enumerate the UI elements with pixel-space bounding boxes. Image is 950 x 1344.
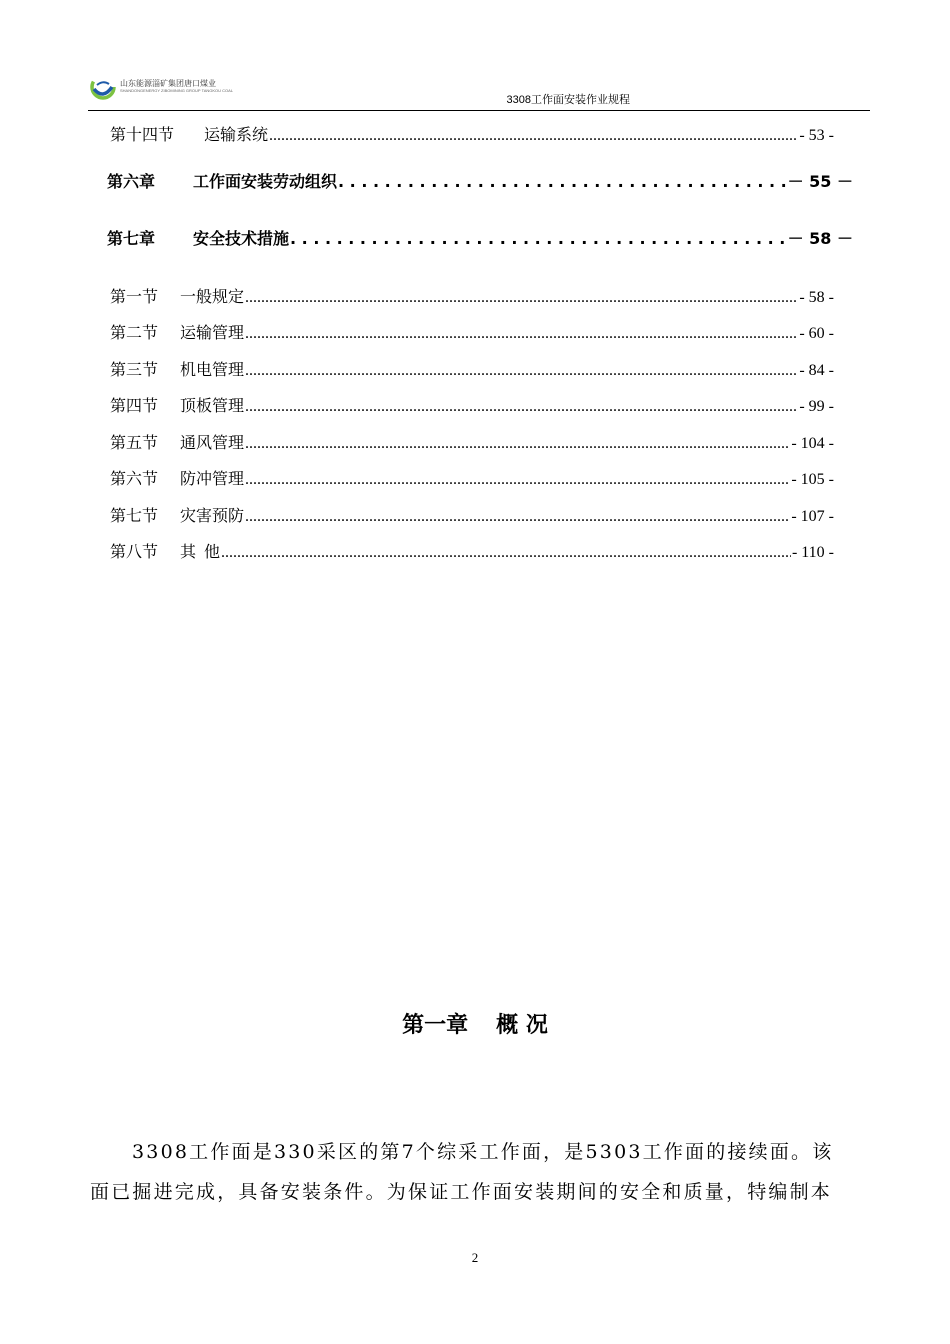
toc-entry-title: 运输系统 [204,127,269,144]
toc-entry[interactable] [107,226,853,249]
toc-entry[interactable] [110,503,834,526]
toc-entry[interactable] [110,320,834,343]
chapter-title: 概 况 [496,1013,548,1038]
toc-entry-title: 顶板管理 [180,398,245,415]
toc-entry-page: - 58 - [799,289,834,306]
toc-entry-number: 第六节 [110,471,159,488]
toc-entry[interactable] [107,169,853,192]
toc-entry-number: 第二节 [110,325,159,342]
toc-entry-title: 运输管理 [180,325,245,342]
chapter-heading [0,1008,950,1039]
toc-entry-number: 第三节 [110,362,159,379]
header-title: 3308工作面安装作业规程 [506,94,630,106]
toc-entry-title: 其 他 [180,544,221,561]
logo-text-en: SHANDONGENERGY ZIBOMINING GROUP TANGKOU COAL [120,88,234,93]
toc-entry-title: 工作面安装劳动组织 [193,172,338,191]
toc-leader-dots [245,398,798,416]
page-number: 2 [471,1250,479,1265]
logo-text [120,80,233,93]
toc-entry-page: - 105 - [791,471,834,488]
toc-leader-dots [245,435,790,453]
toc-entry[interactable] [110,466,834,489]
toc-entry-page: - 110 - [791,544,834,561]
page-header [88,70,870,111]
toc-entry-title: 一般规定 [180,289,245,306]
toc-leader-dots [245,471,790,489]
toc-entry-page: - 99 - [799,398,834,415]
toc-entry-number: 第七章 [107,229,156,248]
toc-entry-page: - 84 - [799,362,834,379]
toc-leader-dots [269,127,798,145]
toc-entry-number: 第六章 [107,172,156,191]
company-logo-icon [90,74,116,100]
toc-entry[interactable] [110,357,834,380]
toc-entry-page: - 107 - [791,508,834,525]
toc-entry-number: 第七节 [110,508,159,525]
toc-entry-number: 第一节 [110,289,159,306]
paragraph-line: 面已掘进完成，具备安装条件。为保证工作面安装期间的安全和质量，特编制本 [90,1181,833,1203]
toc-entry[interactable] [110,430,834,453]
toc-leader-dots [290,229,787,248]
toc-entry-number: 第十四节 [110,127,175,144]
toc-leader-dots [245,362,798,380]
toc-entry-title: 安全技术措施 [193,229,290,248]
toc-entry-title: 灾害预防 [180,508,245,525]
toc-entry-number: 第四节 [110,398,159,415]
logo-text-cn: 山东能源淄矿集团唐口煤业 [120,79,216,88]
toc-leader-dots [245,325,798,343]
toc-entry[interactable] [110,539,834,562]
toc-entry-page: - 60 - [799,325,834,342]
toc-entry-page: － 58 － [787,229,853,248]
body-paragraph [90,1132,870,1212]
toc-entry-title: 防冲管理 [180,471,245,488]
toc-leader-dots [221,544,791,562]
toc-entry[interactable] [110,393,834,416]
toc-leader-dots [245,289,798,307]
toc-entry[interactable] [110,284,834,307]
toc-leader-dots [245,508,790,526]
toc-entry-title: 机电管理 [180,362,245,379]
chapter-number: 第一章 [402,1013,469,1038]
toc-entry-number: 第八节 [110,544,159,561]
toc-leader-dots [338,172,787,191]
paragraph-line: 3308工作面是330采区的第7个综采工作面，是5303工作面的接续面。该 [132,1141,834,1163]
toc-entry-page: - 104 - [791,435,834,452]
toc-entry-number: 第五节 [110,435,159,452]
toc-entry-page: - 53 - [799,127,834,144]
toc-entry-page: － 55 － [787,172,853,191]
toc-entry-title: 通风管理 [180,435,245,452]
toc-entry[interactable] [110,122,834,145]
